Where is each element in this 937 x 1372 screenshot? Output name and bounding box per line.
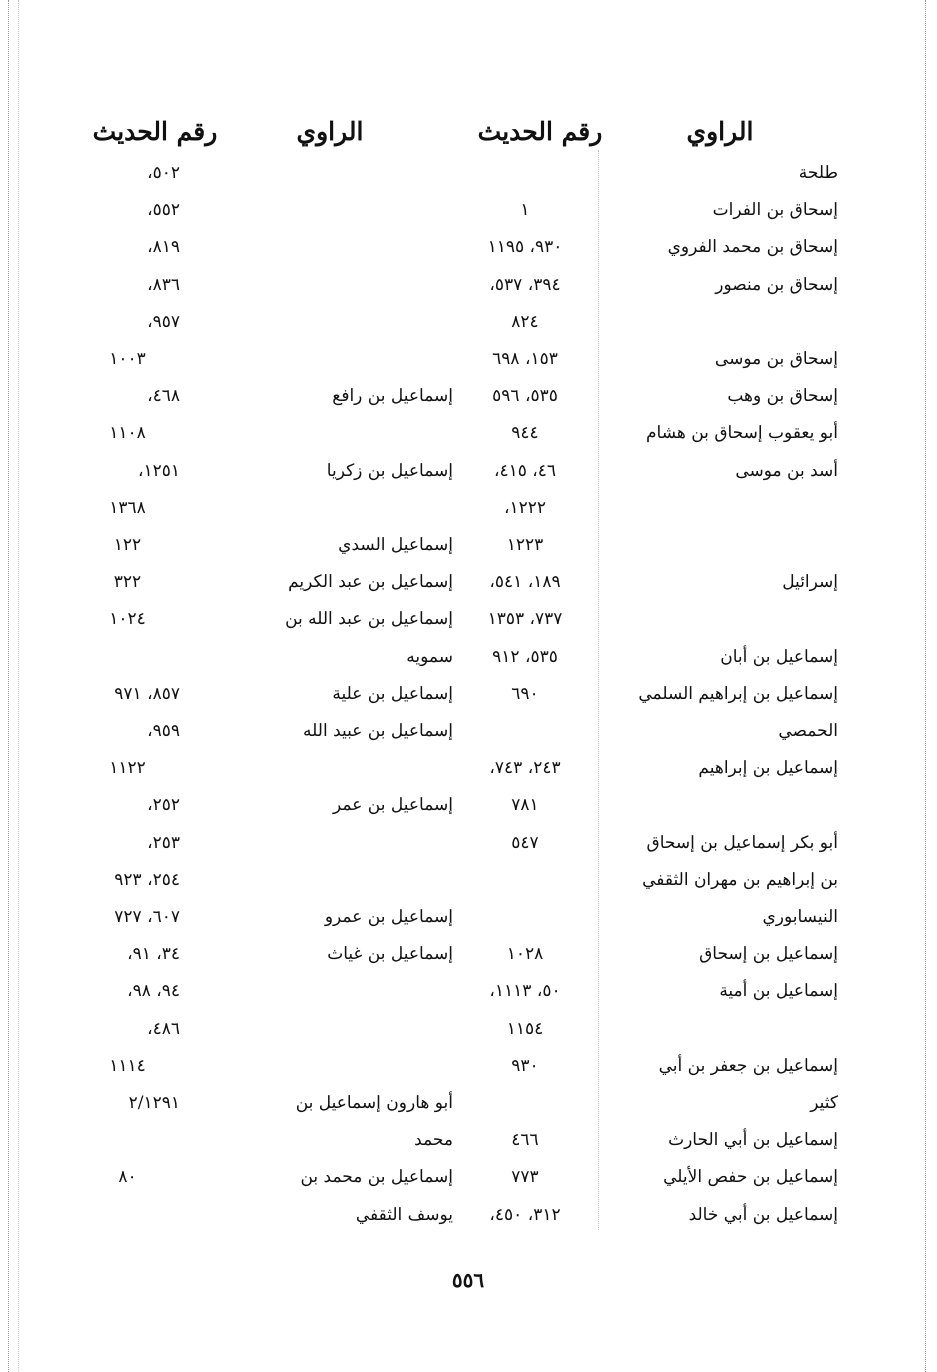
index-row <box>0 1159 937 1195</box>
narrator-left-cell <box>205 750 453 786</box>
hadith-number-left-cell: ٤٨٦، <box>147 1019 180 1039</box>
index-row <box>0 564 937 600</box>
index-row <box>0 453 937 489</box>
narrator-right-cell: أسد بن موسى <box>735 461 838 481</box>
hadith-number-left-cell: ١٢٥١، <box>137 461 180 481</box>
index-row <box>0 899 937 935</box>
narrator-right-cell: إسحاق بن محمد الفروي <box>667 237 838 257</box>
narrator-right-cell: إسحاق بن وهب <box>727 386 838 406</box>
narrator-left-cell <box>205 1011 453 1047</box>
hadith-number-right-cell <box>460 713 590 749</box>
narrator-left-cell: إسماعيل بن زكريا <box>326 461 453 481</box>
hadith-number-right-cell: ٣٩٤، ٥٣٧، <box>489 275 561 295</box>
hadith-number-right-cell <box>460 155 590 191</box>
hadith-number-left-cell: ١٢٢ <box>113 535 142 555</box>
hadith-number-left-cell: ١٠٢٤ <box>109 609 146 629</box>
hadith-number-right-cell: ٩٤٤ <box>511 423 539 443</box>
header-narrator-right: الراوي <box>686 117 754 146</box>
hadith-number-right-cell: ٤٦٦ <box>511 1130 539 1150</box>
index-row <box>0 787 937 823</box>
narrator-right-cell: إسماعيل بن أمية <box>719 981 838 1001</box>
hadith-number-right-cell: ١٠٢٨ <box>506 944 544 964</box>
hadith-number-left-cell: ١١١٤ <box>109 1056 146 1076</box>
narrator-left-cell: إسماعيل بن عبيد الله <box>303 721 453 741</box>
narrator-left-cell <box>205 1048 453 1084</box>
narrator-left-cell: إسماعيل بن عمرو <box>324 907 453 927</box>
index-row <box>0 750 937 786</box>
hadith-number-right-cell: ١٢٢٢، <box>503 498 547 518</box>
hadith-number-right-cell: ٥٠، ١١١٣، <box>489 981 561 1001</box>
index-row <box>0 936 937 972</box>
index-row <box>0 1122 937 1158</box>
narrator-left-cell <box>205 155 453 191</box>
narrator-right-cell: إسماعيل بن أبي الحارث <box>668 1130 838 1150</box>
hadith-number-left-cell: ١٠٠٣ <box>109 349 146 369</box>
narrator-right-cell: إسحاق بن منصور <box>715 275 838 295</box>
hadith-number-right-cell: ٩٣٠ <box>511 1056 539 1076</box>
hadith-number-right-cell: ٧٣٧، ١٣٥٣ <box>487 609 563 629</box>
index-row <box>0 415 937 451</box>
narrator-left-cell <box>205 267 453 303</box>
hadith-number-left-cell: ٣٢٢ <box>113 572 142 592</box>
index-row <box>0 1048 937 1084</box>
narrator-right-cell: أبو بكر إسماعيل بن إسحاق <box>646 833 838 853</box>
narrator-right-cell: إسحاق بن موسى <box>714 349 838 369</box>
narrator-right-cell: إسماعيل بن حفص الأيلي <box>663 1167 838 1187</box>
index-row <box>0 973 937 1009</box>
hadith-number-right-cell: ٣١٢، ٤٥٠، <box>489 1205 561 1225</box>
page-number: ٥٥٦ <box>451 1268 485 1292</box>
narrator-left-cell <box>205 415 453 451</box>
hadith-number-left-cell: ٢٥٣، <box>147 833 180 853</box>
narrator-right-cell: إسماعيل بن أبان <box>720 647 838 667</box>
index-row <box>0 862 937 898</box>
narrator-right-cell <box>598 527 838 563</box>
hadith-number-right-cell: ٤٦، ٤١٥، <box>493 461 557 481</box>
hadith-number-right-cell: ٢٤٣، ٧٤٣، <box>489 758 561 778</box>
narrator-right-cell: إسماعيل بن أبي خالد <box>688 1205 838 1225</box>
narrator-right-cell: النيسابوري <box>762 907 838 927</box>
hadith-number-left-cell: ٤٦٨، <box>147 386 180 406</box>
hadith-number-right-cell: ١٥٣، ٦٩٨ <box>492 349 558 369</box>
hadith-number-left-cell: ٢٥٢، <box>147 795 180 815</box>
hadith-number-right-cell: ٥٤٧ <box>511 833 539 853</box>
narrator-right-cell <box>598 1011 838 1047</box>
hadith-number-left-cell: ٣٤، ٩١، <box>127 944 180 964</box>
hadith-number-left-cell: ٢٥٤، ٩٢٣ <box>114 870 180 890</box>
index-row <box>0 267 937 303</box>
narrator-left-cell: يوسف الثقفي <box>355 1205 453 1225</box>
narrator-left-cell: إسماعيل بن محمد بن <box>300 1167 453 1187</box>
hadith-number-left-cell: ٥٠٢، <box>147 163 180 183</box>
narrator-left-cell: سمويه <box>406 647 453 667</box>
narrator-right-cell: طلحة <box>798 163 838 183</box>
narrator-left-cell <box>205 192 453 228</box>
hadith-number-left-cell: ٩٥٧، <box>147 312 180 332</box>
index-row <box>0 713 937 749</box>
narrator-right-cell: إسماعيل بن إبراهيم <box>698 758 838 778</box>
hadith-number-left-cell: ٢/١٢٩١ <box>128 1093 180 1113</box>
index-row <box>0 304 937 340</box>
narrator-left-cell: إسماعيل بن علية <box>332 684 453 704</box>
hadith-number-right-cell: ١ <box>520 200 530 220</box>
narrator-right-cell: بن إبراهيم بن مهران الثقفي <box>642 870 838 890</box>
hadith-number-left-cell: ٨٥٧، ٩٧١ <box>114 684 180 704</box>
hadith-number-right-cell: ١٢٢٣ <box>506 535 544 555</box>
index-row <box>0 1011 937 1047</box>
narrator-right-cell: كثير <box>810 1093 838 1113</box>
index-row <box>0 825 937 861</box>
narrator-left-cell: إسماعيل بن عمر <box>333 795 453 815</box>
index-row <box>0 676 937 712</box>
hadith-number-right-cell: ٧٨١ <box>511 795 539 815</box>
hadith-number-right-cell: ٦٩٠ <box>511 684 539 704</box>
hadith-number-left-cell: ٩٤، ٩٨، <box>127 981 180 1001</box>
narrator-right-cell: إسماعيل بن إبراهيم السلمي <box>638 684 838 704</box>
narrator-right-cell <box>598 490 838 526</box>
header-narrator-left: الراوي <box>296 117 364 146</box>
hadith-number-left-cell: ٨٣٦، <box>147 275 180 295</box>
narrator-left-cell <box>205 304 453 340</box>
narrator-right-cell: أبو يعقوب إسحاق بن هشام <box>646 423 838 443</box>
hadith-number-left-cell: ١١٢٢ <box>109 758 146 778</box>
index-row <box>0 229 937 265</box>
narrator-left-cell: إسماعيل السدي <box>338 535 453 555</box>
hadith-number-left-cell: ٨١٩، <box>147 237 180 257</box>
hadith-number-right-cell <box>460 1085 590 1121</box>
hadith-number-left-cell: ٥٥٢، <box>147 200 180 220</box>
hadith-number-left-cell: ١٣٦٨ <box>109 498 146 518</box>
narrator-right-cell: الحمصي <box>778 721 838 741</box>
narrator-left-cell <box>205 341 453 377</box>
narrator-left-cell <box>205 490 453 526</box>
index-row <box>0 1197 937 1233</box>
index-row <box>0 1085 937 1121</box>
narrator-left-cell <box>205 973 453 1009</box>
hadith-number-left-cell: ٩٥٩، <box>147 721 180 741</box>
hadith-number-left-cell <box>75 1122 180 1158</box>
header-hadith-number-right: رقم الحديث <box>477 117 603 146</box>
index-row <box>0 378 937 414</box>
narrator-left-cell <box>205 229 453 265</box>
index-row <box>0 155 937 191</box>
hadith-number-right-cell: ٨٢٤ <box>511 312 539 332</box>
hadith-number-right-cell: ١٨٩، ٥٤١، <box>489 572 561 592</box>
hadith-number-left-cell: ٨٠ <box>118 1167 137 1187</box>
narrator-left-cell <box>205 825 453 861</box>
hadith-number-right-cell: ١١٥٤ <box>506 1019 544 1039</box>
narrator-left-cell: أبو هارون إسماعيل بن <box>295 1093 453 1113</box>
narrator-right-cell: إسرائيل <box>782 572 838 592</box>
narrator-right-cell <box>598 787 838 823</box>
hadith-number-left-cell: ١١٠٨ <box>109 423 146 443</box>
narrator-right-cell: إسماعيل بن إسحاق <box>699 944 838 964</box>
narrator-left-cell: إسماعيل بن عبد الله بن <box>285 609 453 629</box>
hadith-number-right-cell <box>460 862 590 898</box>
index-row <box>0 490 937 526</box>
hadith-number-right-cell: ٧٧٣ <box>511 1167 539 1187</box>
hadith-number-left-cell <box>75 639 180 675</box>
narrator-right-cell: إسماعيل بن جعفر بن أبي <box>658 1056 838 1076</box>
narrator-left-cell: إسماعيل بن غياث <box>327 944 453 964</box>
hadith-number-left-cell <box>75 1197 180 1233</box>
narrator-right-cell <box>598 304 838 340</box>
index-row <box>0 601 937 637</box>
index-row <box>0 341 937 377</box>
hadith-number-left-cell: ٦٠٧، ٧٢٧ <box>114 907 180 927</box>
hadith-number-right-cell: ٥٣٥، ٥٩٦ <box>492 386 558 406</box>
hadith-number-right-cell <box>460 899 590 935</box>
index-row <box>0 527 937 563</box>
narrator-left-cell: إسماعيل بن رافع <box>332 386 453 406</box>
narrator-left-cell: محمد <box>414 1130 453 1150</box>
narrator-right-cell <box>598 601 838 637</box>
header-hadith-number-left: رقم الحديث <box>92 117 218 146</box>
index-row <box>0 192 937 228</box>
narrator-left-cell: إسماعيل بن عبد الكريم <box>288 572 453 592</box>
hadith-number-right-cell: ٩٣٠، ١١٩٥ <box>487 237 563 257</box>
hadith-number-right-cell: ٥٣٥، ٩١٢ <box>492 647 558 667</box>
narrator-left-cell <box>205 862 453 898</box>
narrator-right-cell: إسحاق بن الفرات <box>712 200 838 220</box>
index-row <box>0 639 937 675</box>
